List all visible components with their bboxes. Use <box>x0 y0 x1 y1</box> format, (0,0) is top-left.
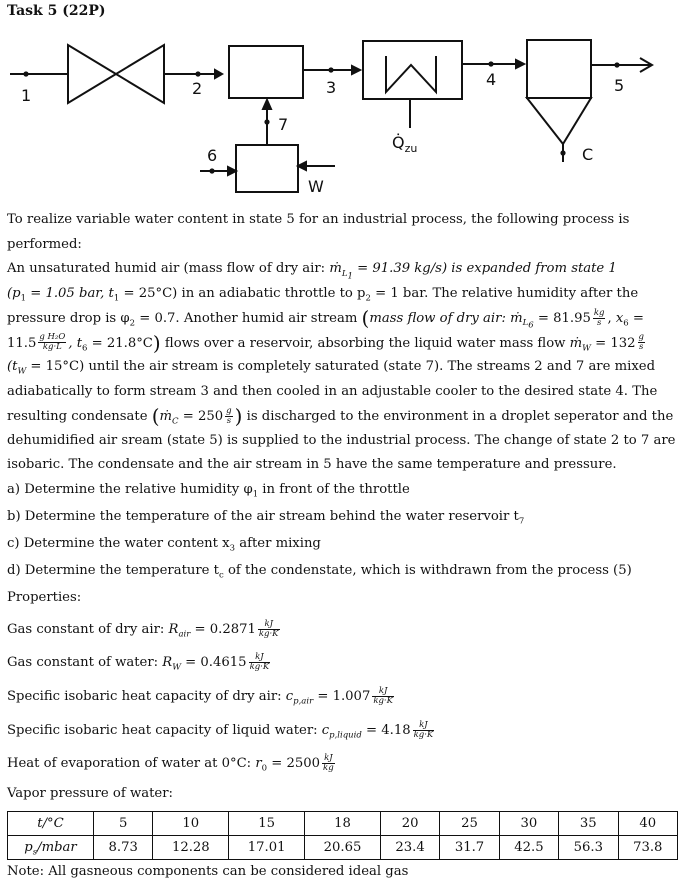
state-4-point <box>488 61 493 66</box>
desc-line-2: ($p_1 = 1.05$ bar, $t_1 = 25^\circ C$) in an adiabatic throttle to $p_2 = 1$ bar. The relative humidity after the <box>7 285 639 304</box>
table-row <box>8 812 678 836</box>
cooler <box>363 41 462 99</box>
unit-g-s: $\frac{g}{s}$ <box>638 332 644 353</box>
note: Note: All gasneous components can be considered ideal gas <box>7 864 409 879</box>
state-label-1: 1 <box>21 86 32 105</box>
unit-g-per-kgl: $\frac{\text{g H₂O}}{kg\cdot L}$ <box>39 332 66 353</box>
state-3-point <box>328 67 333 72</box>
cooler-coil <box>386 56 436 92</box>
table-cell: 15 <box>229 812 305 836</box>
state-label-2: 2 <box>192 79 203 98</box>
table-cell: 31.7 <box>440 836 499 860</box>
intro-line-2: performed: <box>7 236 82 252</box>
separator-funnel <box>527 98 591 144</box>
prop-r-w: Gas constant of water: $R_W = 0.4615$ $\frac{kJ}{kg\cdot K}$ <box>7 652 270 673</box>
desc-line-1: An unsaturated humid air (mass flow of dry air: ṁ$_{L_1}$ = 91.39 kg/s) is expanded from state 1 <box>7 261 617 282</box>
droplet-separator <box>527 40 591 98</box>
vapor-pressure-table <box>7 811 678 860</box>
prop-r0: Heat of evaporation of water at 0°C: $r_0 = 2500$ $\frac{kJ}{kg}$ <box>7 753 334 774</box>
mixing-chamber <box>229 46 303 98</box>
unit-kg-s: $\frac{kg}{s}$ <box>593 307 605 328</box>
process-diagram <box>0 0 700 200</box>
desc-line-4: 11.5 $\frac{\text{g H₂O}}{kg\cdot L}$ , $t_6 = 21.8^\circ C$) flows over a reservoir, absorbing the liquid water mass flow ṁ$_W$ = 132 $\frac{g}{s}$ <box>7 330 644 355</box>
water-label: W <box>308 177 324 196</box>
table-cell: 12.28 <box>153 836 229 860</box>
water-reservoir <box>236 145 298 192</box>
state-5-point <box>614 62 619 67</box>
table-cell: 8.73 <box>94 836 153 860</box>
vapor-heading: Vapor pressure of water: <box>7 786 173 801</box>
table-cell: 42.5 <box>499 836 558 860</box>
condensate-label: C <box>582 145 594 164</box>
table-cell: 20.65 <box>305 836 381 860</box>
question-b: b) Determine the temperature of the air stream behind the water reservoir $t_7$ <box>7 509 525 527</box>
prop-cp-liquid: Specific isobaric heat capacity of liquid water: $c_{p,liquid} = 4.18$ $\frac{kJ}{kg\cdot K}$ <box>7 720 434 741</box>
state-2-point <box>195 71 200 76</box>
state-label-7: 7 <box>278 115 289 134</box>
throttle-valve <box>68 45 116 103</box>
desc-line-8: dehumidified air sream (state 5) is supplied to the industrial process. The change of state 2 to 7 are <box>7 432 676 448</box>
intro-line-1: To realize variable water content in state 5 for an industrial process, the following process is <box>7 212 630 227</box>
task-title: Task 5 (22P) <box>7 3 106 19</box>
table-cell: 17.01 <box>229 836 305 860</box>
desc-line-5: $(t_W = 15^\circ C)$ until the air stream is completely saturated (state 7). The streams 2 and 7 are mixed <box>7 359 656 377</box>
table-cell: 18 <box>305 812 381 836</box>
table-cell: 20 <box>380 812 439 836</box>
question-d: d) Determine the temperature $t_c$ of the condenstate, which is withdrawn from the process (5) <box>7 563 632 581</box>
state-label-3: 3 <box>326 78 337 97</box>
state-label-5: 5 <box>614 76 625 95</box>
desc-line-9: isobaric. The condensate and the air stream in 5 have the same temperature and pressure. <box>7 457 617 472</box>
prop-r-air: Gas constant of dry air: $R_{air} = 0.2871$ $\frac{kJ}{kg\cdot K}$ <box>7 619 279 640</box>
table-cell: 73.8 <box>618 836 677 860</box>
table-cell: 40 <box>618 812 677 836</box>
table-cell: 23.4 <box>380 836 439 860</box>
heat-label: $Q̇_{zu}$ <box>392 133 418 155</box>
desc-line-7: resulting condensate (ṁ$_C$ = 250 $\frac{g}{s}$ ) is discharged to the environment in a droplet seperator and the <box>7 404 674 428</box>
question-a: a) Determine the relative humidity $\varphi_1$ in front of the throttle <box>7 482 410 500</box>
condensate-point <box>560 150 565 155</box>
question-c: c) Determine the water content $x_3$ after mixing <box>7 536 321 554</box>
table-cell: 35 <box>559 812 618 836</box>
state-6-point <box>209 168 214 173</box>
table-cell: 30 <box>499 812 558 836</box>
throttle-valve-right <box>116 45 164 103</box>
table-cell: 25 <box>440 812 499 836</box>
table-header-pressure: $p_s$/mbar <box>8 836 94 860</box>
description-paragraph <box>7 257 693 478</box>
desc-line-3: pressure drop is $\varphi_2 = 0.7$. Another humid air stream (mass flow of dry air: ṁ$_{L_6}$ = 81.95 $\frac{kg}{s}$ , $x_6$ = <box>7 306 644 332</box>
state-1-point <box>23 71 28 76</box>
properties-heading: Properties: <box>7 590 82 605</box>
table-cell: 56.3 <box>559 836 618 860</box>
state-label-6: 6 <box>207 146 218 165</box>
intro-paragraph <box>7 208 693 257</box>
table-cell: 10 <box>153 812 229 836</box>
unit-g-s-2: $\frac{g}{s}$ <box>226 405 232 426</box>
table-header-temperature: t/°C <box>8 812 94 836</box>
desc-line-6: adiabatically to form stream 3 and then cooled in an adjustable cooler to the desired state 4. The <box>7 383 658 399</box>
state-7-point <box>264 119 269 124</box>
state-label-4: 4 <box>486 70 497 89</box>
table-cell: 5 <box>94 812 153 836</box>
table-row <box>8 836 678 860</box>
prop-cp-air: Specific isobaric heat capacity of dry air: $c_{p,air} = 1.007$ $\frac{kJ}{kg\cdot K}$ <box>7 686 393 707</box>
